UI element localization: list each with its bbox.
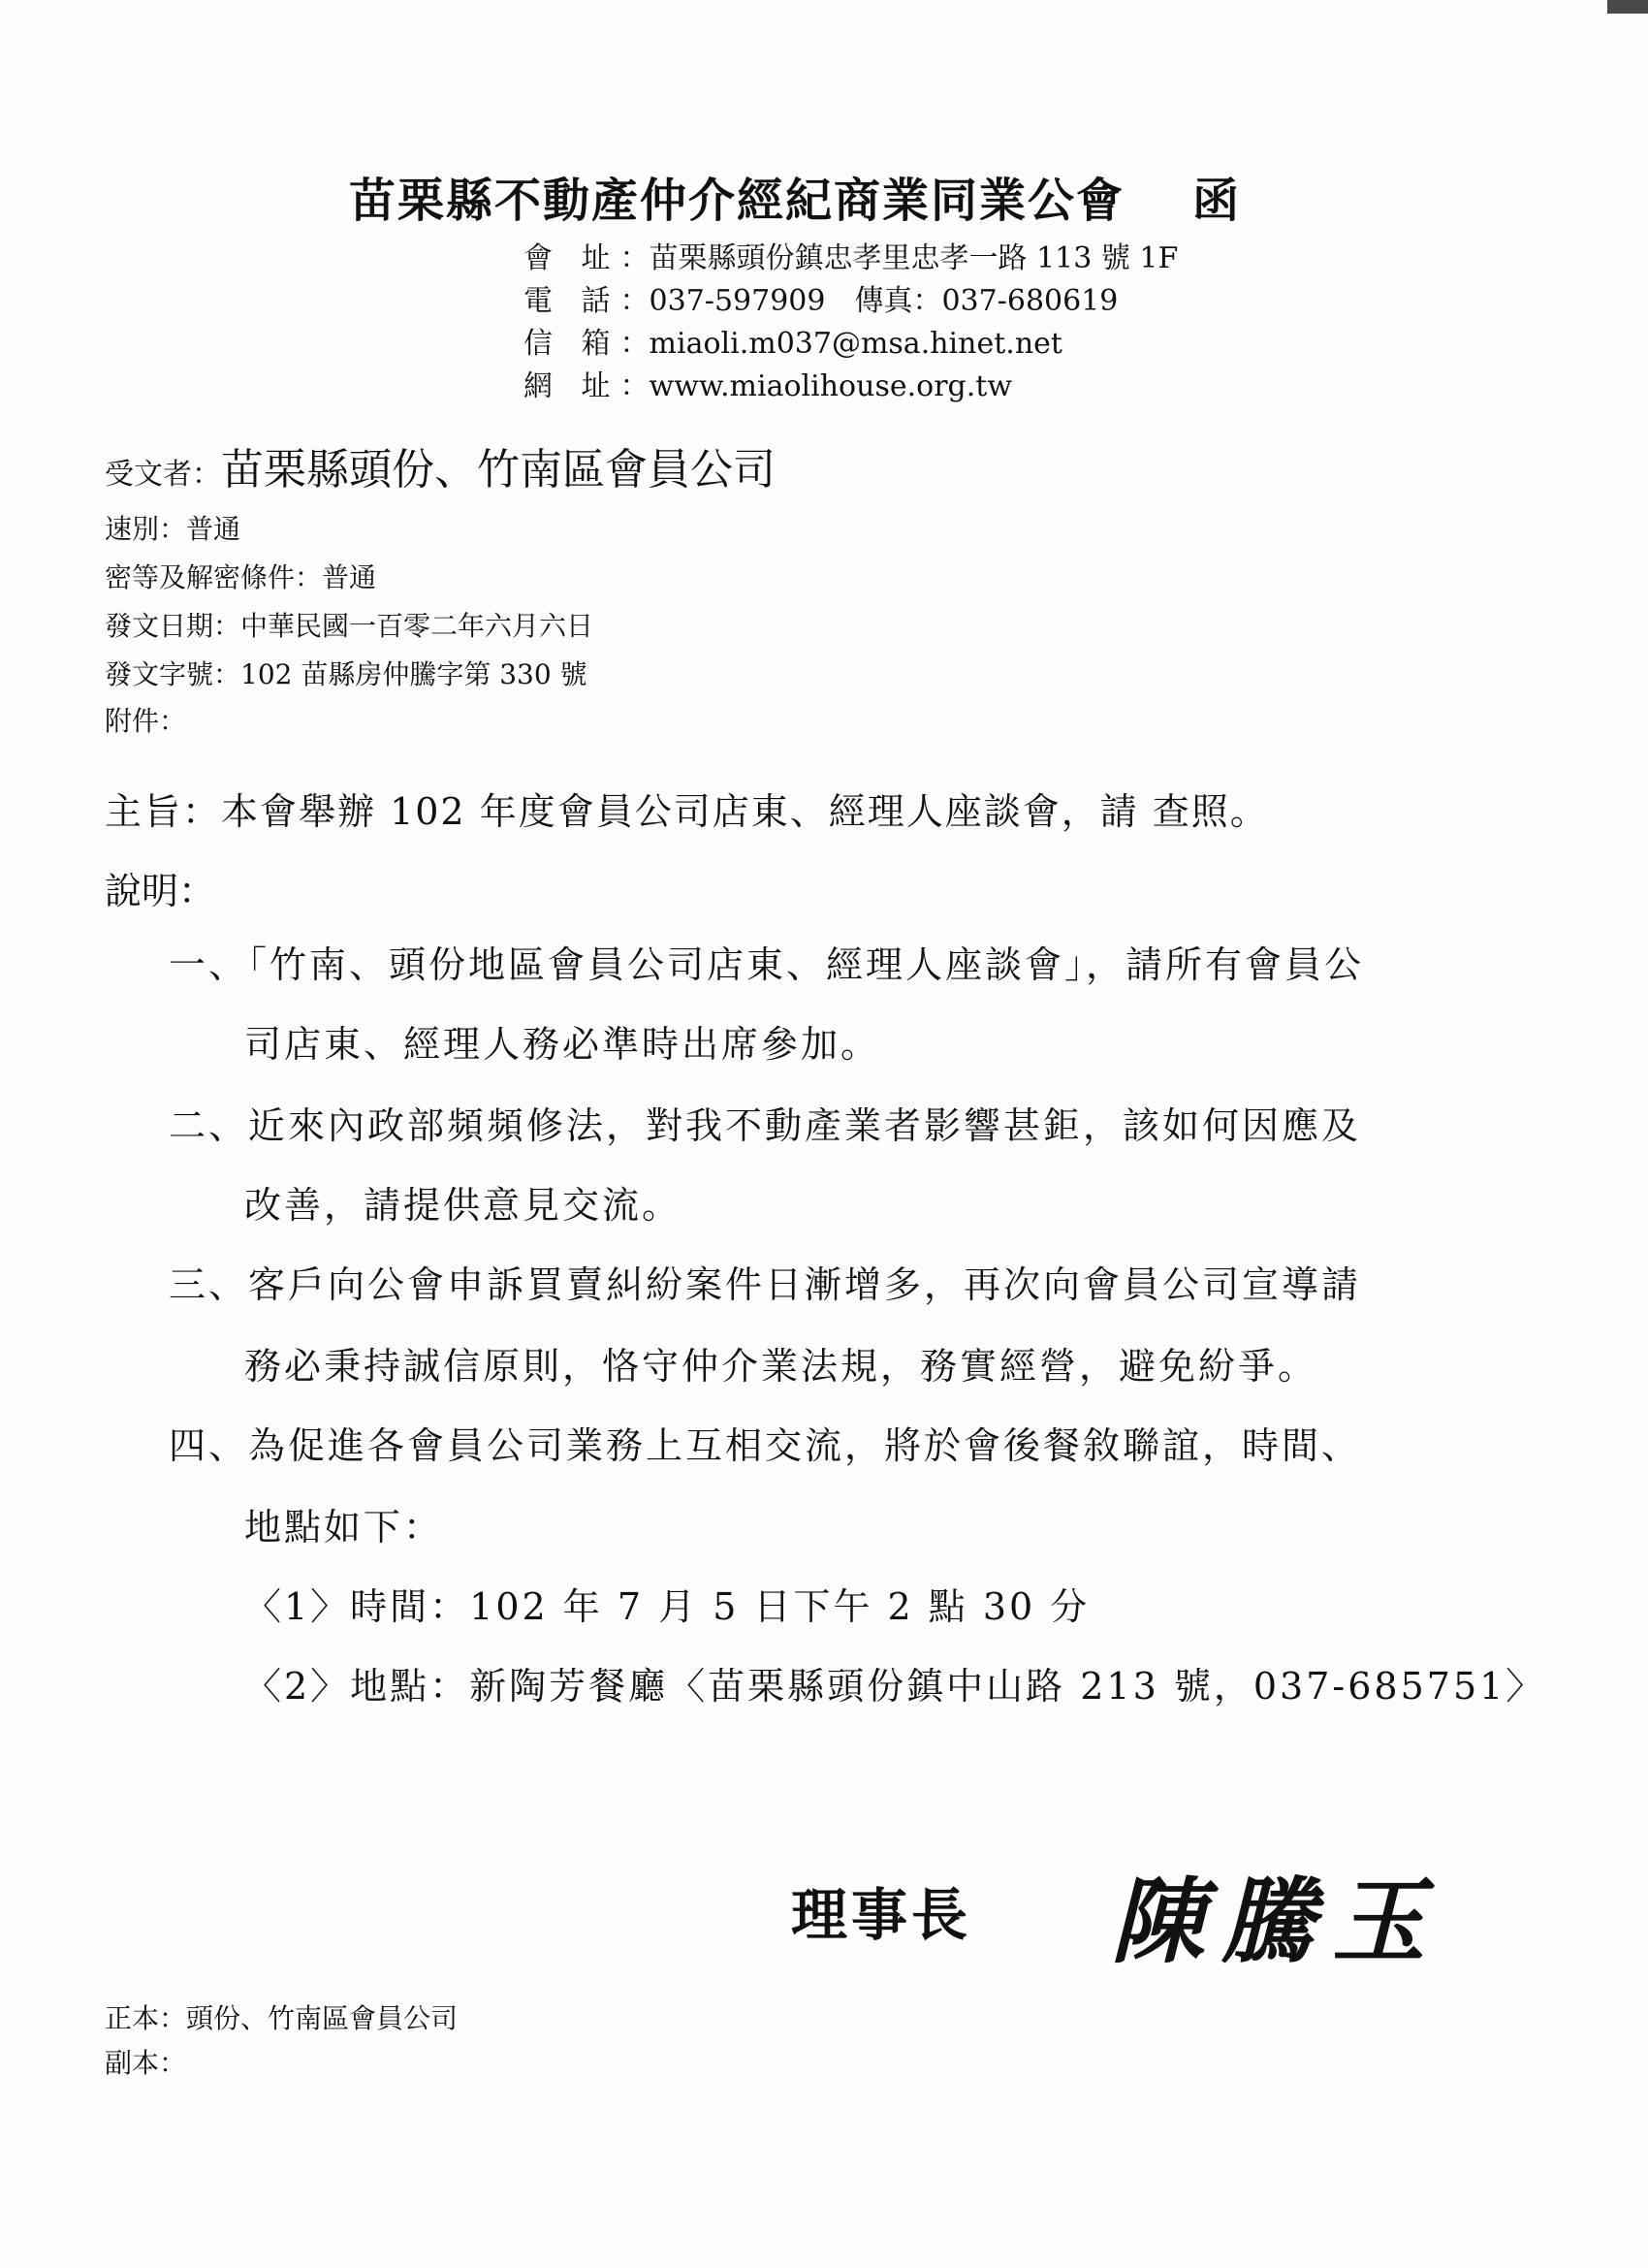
recipient-label: 受文者： (105, 458, 221, 492)
explanation-line: 二、近來內政部頻頻修法，對我不動產業者影響甚鉅，該如何因應及 (169, 1104, 1362, 1147)
explanation-line: 司店東、經理人務必準時出席參加。 (244, 1023, 881, 1066)
explanation-line: 〈2〉地點：新陶芳餐廳〈苗栗縣頭份鎮中山路 213 號，037-685751〉 (244, 1665, 1546, 1708)
scan-edge-mark (1607, 0, 1648, 14)
meta-speed: 速別：普通 (105, 513, 241, 545)
signatory-name: 陳騰玉 (1111, 1867, 1442, 1976)
contact-value: ：苗栗縣頭份鎮忠孝里忠孝一路 113 號 1F (619, 241, 1179, 275)
contact-email (523, 327, 1062, 361)
distribution-copy: 副本： (105, 2047, 187, 2079)
contact-website (523, 369, 1013, 403)
contact-value: ：www.miaolihouse.org.tw (619, 369, 1013, 403)
contact-label: 網 址 (523, 369, 620, 403)
explanation-line: 一、「竹南、頭份地區會員公司店東、經理人座談會」，請所有會員公 (169, 943, 1365, 986)
letter-type: 函 (1192, 174, 1242, 228)
explanation-line: 改善，請提供意見交流。 (244, 1184, 682, 1227)
subject-line: 主旨：本會舉辦 102 年度會員公司店東、經理人座談會，請 查照。 (105, 790, 1269, 833)
explanation-line: 四、為促進各會員公司業務上互相交流，將於會後餐敘聯誼，時間、 (169, 1424, 1362, 1467)
recipient-value: 苗栗縣頭份、竹南區會員公司 (221, 445, 776, 495)
meta-attachment: 附件： (105, 705, 187, 737)
explanation-heading: 說明： (105, 870, 216, 912)
organization-name: 苗栗縣不動產仲介經紀商業同業公會 (348, 174, 1125, 228)
meta-secrecy: 密等及解密條件：普通 (105, 561, 377, 593)
contact-value: ：miaoli.m037@msa.hinet.net (619, 327, 1062, 361)
recipient-line (105, 434, 776, 496)
explanation-line: 三、客戶向公會申訴買賣糾紛案件日漸增多，再次向會員公司宣導請 (169, 1263, 1362, 1306)
distribution-original: 正本：頭份、竹南區會員公司 (105, 2002, 459, 2034)
contact-phone (523, 284, 1119, 318)
meta-date: 發文日期：中華民國一百零二年六月六日 (105, 610, 594, 642)
contact-address (523, 241, 1179, 275)
explanation-line: 〈1〉時間：102 年 7 月 5 日下午 2 點 30 分 (244, 1585, 1091, 1628)
contact-label: 信 箱 (523, 327, 620, 361)
signatory-title: 理事長 (791, 1882, 972, 1948)
contact-value: ：037-597909 傳真：037-680619 (619, 284, 1119, 318)
contact-label: 會 址 (523, 241, 620, 275)
letter-title (0, 163, 1590, 230)
contact-label: 電 話 (523, 284, 620, 318)
explanation-line: 地點如下： (244, 1506, 444, 1549)
meta-number: 發文字號：102 苗縣房仲騰字第 330 號 (105, 658, 587, 690)
explanation-line: 務必秉持誠信原則，恪守仲介業法規，務實經營，避免紛爭。 (244, 1345, 1318, 1388)
